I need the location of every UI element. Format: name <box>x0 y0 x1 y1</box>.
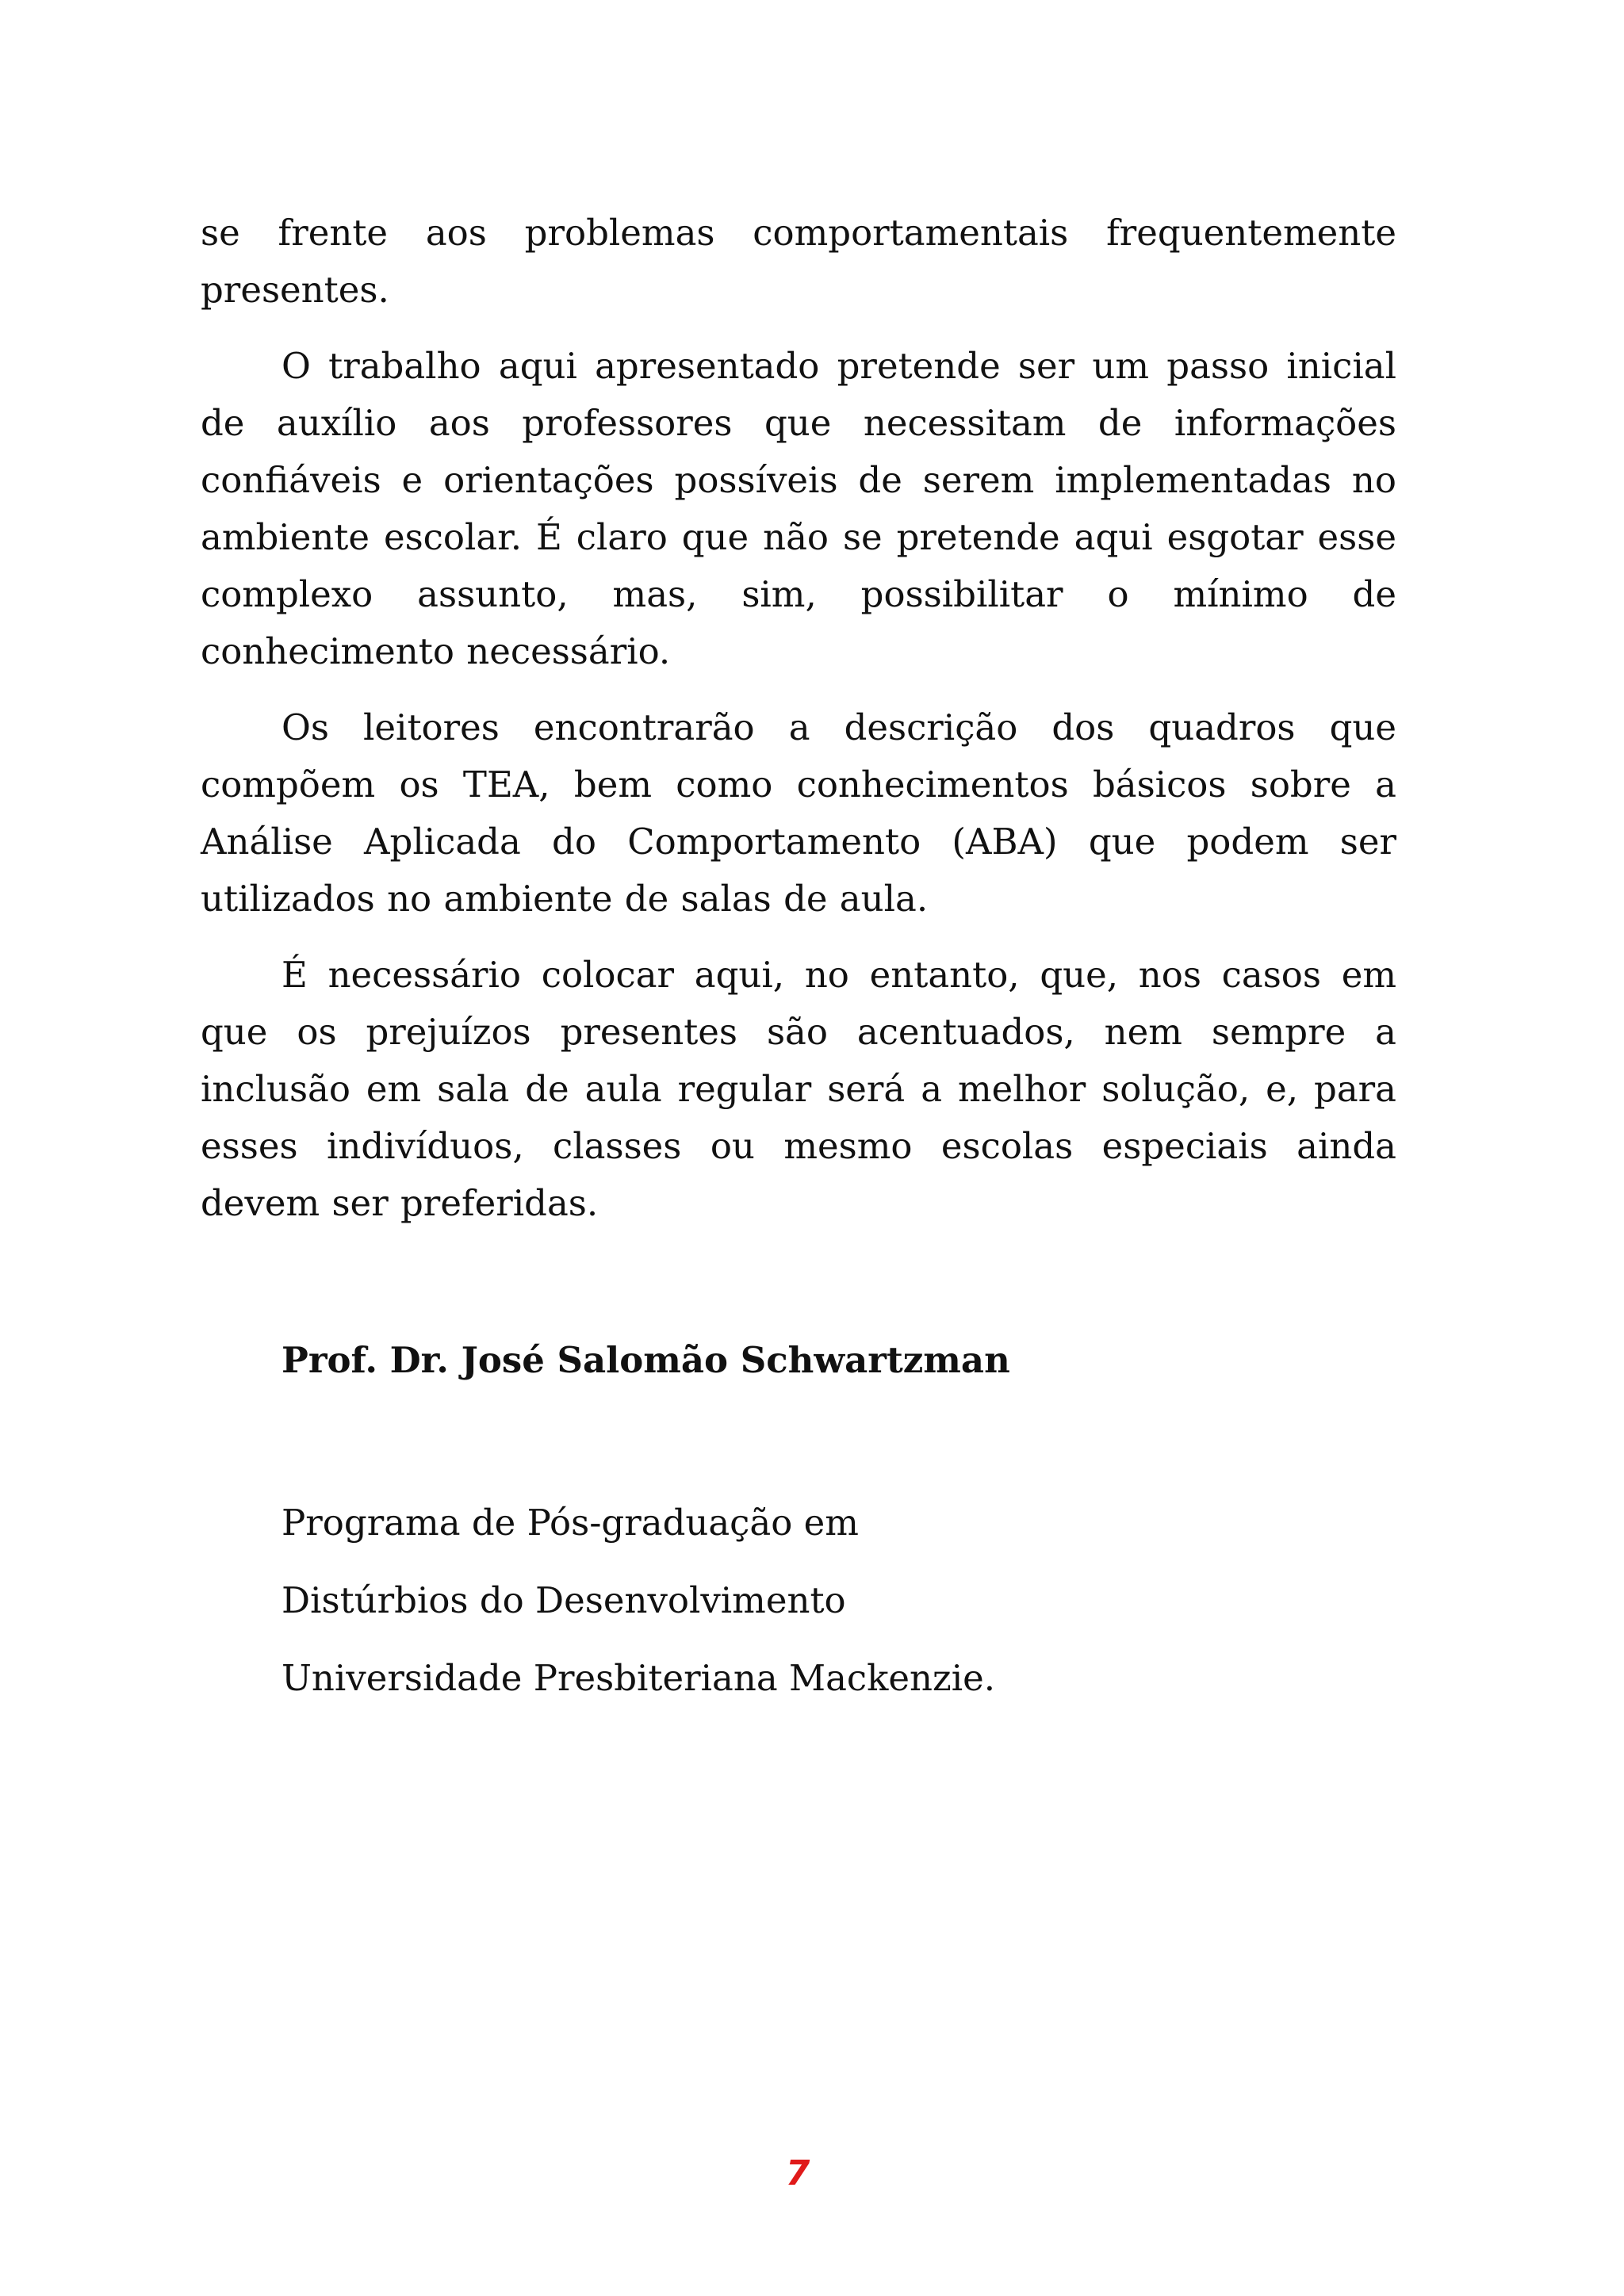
page-number: 7 <box>785 2153 810 2194</box>
affiliation-line-university: Universidade Presbiteriana Mackenzie. <box>282 1657 996 1699</box>
author-signature: Prof. Dr. José Salomão Schwartzman <box>282 1339 1010 1381</box>
paragraph-inclusion-note: É necessário colocar aqui, no entanto, que, nos casos em que os prejuízos presentes são acentuados, nem sempre a inclusão em sala de aula regular será a melhor solução, e, para esses indivíduos, classes ou mesmo escolas especiais ainda devem ser preferidas. <box>201 954 1396 1224</box>
paragraph-continuation: se frente aos problemas comportamentais frequentemente presentes. <box>201 212 1396 311</box>
affiliation-line-department: Distúrbios do Desenvolvimento <box>282 1579 846 1621</box>
author-affiliation <box>282 1484 995 1717</box>
body-text <box>201 205 1396 1251</box>
paragraph-work-presented: O trabalho aqui apresentado pretende ser um passo inicial de auxílio aos professores que necessitam de informações confiáveis e orientações possíveis de serem implementadas no ambiente escolar. É claro que não se pretende aqui esgotar esse complexo assunto, mas, sim, possibilitar o mínimo de conhecimento necessário. <box>201 345 1396 672</box>
paragraph-readers: Os leitores encontrarão a descrição dos quadros que compõem os TEA, bem como conhecimentos básicos sobre a Análise Aplicada do Comportamento (ABA) que podem ser utilizados no ambiente de salas de aula. <box>201 706 1396 920</box>
affiliation-line-program: Programa de Pós-graduação em <box>282 1502 859 1544</box>
